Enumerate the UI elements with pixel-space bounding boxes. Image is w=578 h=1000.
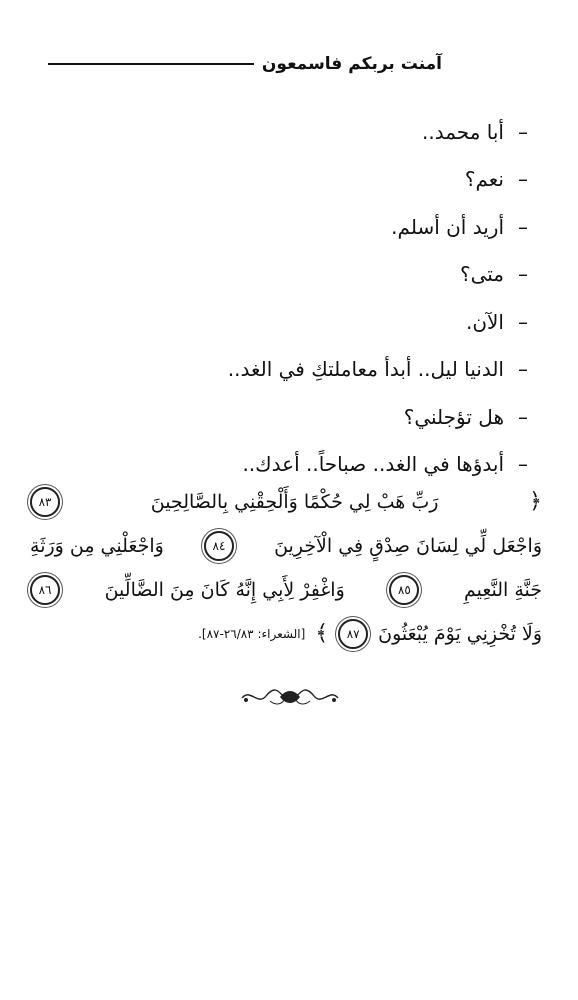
verse-number-marker: ٨٦ xyxy=(30,575,60,605)
dialogue-text: الآن. xyxy=(465,309,504,334)
dialogue-text: أريد أن أسلم. xyxy=(391,214,504,239)
dialogue-text: أبا محمد.. xyxy=(422,119,504,144)
dash: – xyxy=(518,357,528,382)
dash: – xyxy=(518,119,528,144)
verse-reference: [الشعراء: ٢٦/٨٣-٨٧]. xyxy=(198,627,306,641)
verse-line xyxy=(30,480,542,524)
dash: – xyxy=(518,309,528,334)
dialogue-line xyxy=(40,298,530,346)
ornament-divider-icon xyxy=(240,684,340,710)
dialogue-line xyxy=(40,108,530,156)
dialogue xyxy=(40,108,530,488)
dialogue-line xyxy=(40,251,530,299)
verse-number-marker: ٨٥ xyxy=(389,575,419,605)
header-rule xyxy=(48,63,254,65)
open-bracket: ﴿ xyxy=(529,489,542,514)
dialogue-text: أبدؤها في الغد.. صباحاً.. أعدك.. xyxy=(242,452,504,477)
verse-number-marker: ٨٤ xyxy=(204,531,234,561)
verse-text: وَلَا تُخْزِنِي يَوْمَ يُبْعَثُونَ xyxy=(378,623,542,645)
dialogue-text: نعم؟ xyxy=(464,167,504,192)
verse-text: وَاجْعَل لِّي لِسَانَ صِدْقٍ فِي الْآخِرِينَ xyxy=(274,535,542,557)
dialogue-text: هل تؤجلني؟ xyxy=(403,404,504,429)
verse-text: رَبِّ هَبْ لِي حُكْمًا وَأَلْحِقْنِي بِالصَّالِحِينَ xyxy=(150,491,439,513)
dash: – xyxy=(518,452,528,477)
dialogue-line xyxy=(40,346,530,394)
quran-verse-block xyxy=(30,480,542,656)
verse-line xyxy=(30,524,542,568)
dash: – xyxy=(518,404,528,429)
chapter-title: آمنت بربكم فاسمعون xyxy=(261,54,442,74)
verse-line xyxy=(30,612,542,656)
dash: – xyxy=(518,262,528,287)
dash: – xyxy=(518,167,528,192)
close-bracket: ﴾ xyxy=(315,621,329,646)
dialogue-line xyxy=(40,393,530,441)
verse-text: جَنَّةِ النَّعِيمِ xyxy=(463,579,542,601)
verse-text: وَاجْعَلْنِي مِن وَرَثَةِ xyxy=(30,535,164,557)
dialogue-line xyxy=(40,203,530,251)
dash: – xyxy=(518,214,528,239)
dialogue-text: متى؟ xyxy=(459,262,504,287)
dialogue-text: الدنيا ليل.. أبدأ معاملتكِ في الغد.. xyxy=(227,357,504,382)
verse-number-marker: ٨٧ xyxy=(338,619,368,649)
verse-text: وَاغْفِرْ لِأَبِي إِنَّهُ كَانَ مِنَ الضَّالِّينَ xyxy=(104,579,345,601)
verse-line xyxy=(30,568,542,612)
dialogue-line xyxy=(40,156,530,204)
running-header xyxy=(48,52,442,76)
verse-number-marker: ٨٣ xyxy=(30,487,60,517)
